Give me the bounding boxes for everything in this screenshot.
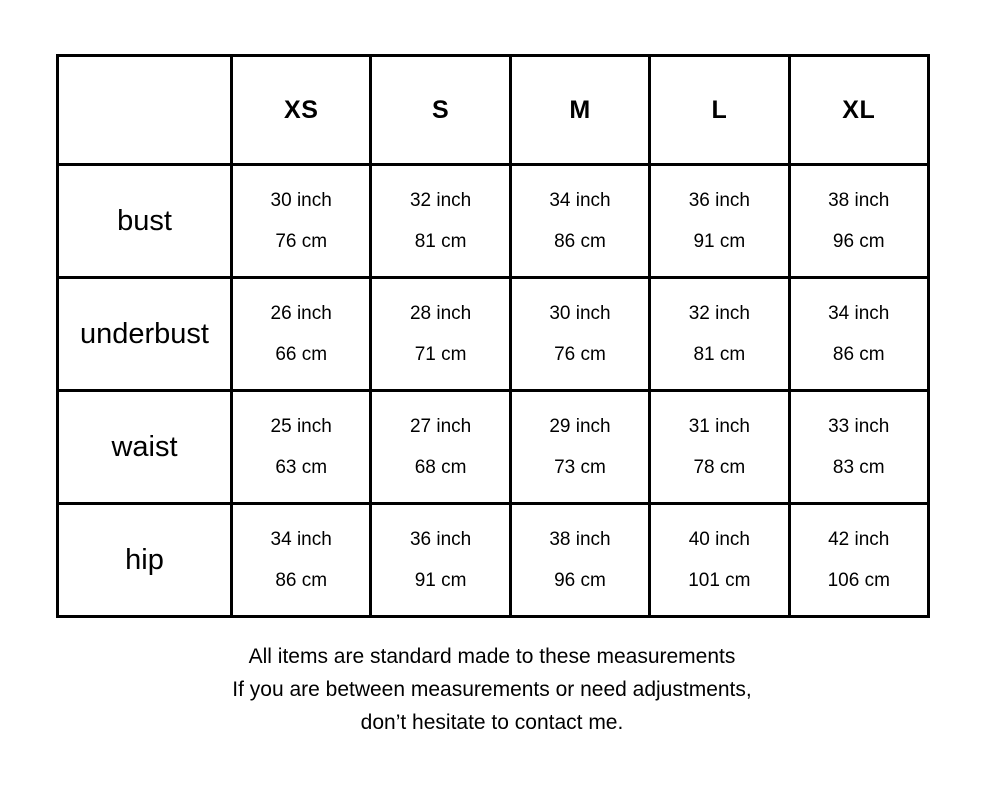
measurement-cell: [232, 391, 371, 504]
row-label-bust: bust: [58, 165, 232, 278]
note-line-3: don’t hesitate to contact me.: [360, 711, 624, 734]
measurement-cell: [789, 278, 928, 391]
measurement-cell: [789, 165, 928, 278]
cm-value: 68 cm: [414, 457, 467, 478]
inch-value: 34 inch: [270, 529, 332, 550]
inch-value: 40 inch: [688, 529, 750, 550]
inch-value: 36 inch: [688, 190, 750, 211]
inch-value: 33 inch: [828, 416, 890, 437]
cm-value: 86 cm: [832, 344, 885, 365]
measurement-cell: [371, 278, 510, 391]
cm-value: 83 cm: [832, 457, 885, 478]
size-chart-table: [56, 54, 930, 618]
size-header-s: S: [371, 56, 510, 165]
inch-value: 42 inch: [828, 529, 890, 550]
measurement-cell: [232, 504, 371, 617]
inch-value: 31 inch: [688, 416, 750, 437]
inch-value: 32 inch: [688, 303, 750, 324]
measurement-cell: [510, 165, 649, 278]
row-label-hip: hip: [58, 504, 232, 617]
measurement-cell: [510, 278, 649, 391]
measurement-cell: [371, 391, 510, 504]
cm-value: 96 cm: [832, 231, 885, 252]
cm-value: 76 cm: [554, 344, 606, 365]
table-row-waist: [58, 391, 929, 504]
measurement-cell: [371, 504, 510, 617]
row-label-waist: waist: [58, 391, 232, 504]
cm-value: 73 cm: [554, 457, 606, 478]
row-label-underbust: underbust: [58, 278, 232, 391]
footer-note: [0, 640, 984, 739]
inch-value: 28 inch: [409, 303, 472, 324]
note-line-2: If you are between measurements or need adjustments,: [232, 678, 752, 701]
cm-value: 76 cm: [275, 231, 328, 252]
inch-value: 38 inch: [828, 190, 890, 211]
corner-empty-cell: [58, 56, 232, 165]
measurement-cell: [510, 504, 649, 617]
measurement-cell: [232, 165, 371, 278]
cm-value: 91 cm: [693, 231, 746, 252]
measurement-cell: [650, 165, 789, 278]
cm-value: 71 cm: [414, 344, 467, 365]
cm-value: 106 cm: [827, 570, 890, 591]
inch-value: 34 inch: [549, 190, 611, 211]
inch-value: 34 inch: [828, 303, 890, 324]
cm-value: 101 cm: [688, 570, 751, 591]
inch-value: 30 inch: [549, 303, 611, 324]
cm-value: 81 cm: [693, 344, 746, 365]
size-header-xs: XS: [232, 56, 371, 165]
cm-value: 81 cm: [414, 231, 467, 252]
inch-value: 26 inch: [270, 303, 332, 324]
cm-value: 63 cm: [275, 457, 328, 478]
measurement-cell: [650, 391, 789, 504]
note-line-1: All items are standard made to these measurements: [248, 645, 736, 668]
inch-value: 29 inch: [549, 416, 611, 437]
table-row-bust: [58, 165, 929, 278]
cm-value: 96 cm: [554, 570, 606, 591]
size-header-l: L: [650, 56, 789, 165]
measurement-cell: [789, 504, 928, 617]
inch-value: 36 inch: [409, 529, 472, 550]
table-row-underbust: [58, 278, 929, 391]
cm-value: 66 cm: [275, 344, 328, 365]
size-header-xl: XL: [789, 56, 928, 165]
cm-value: 91 cm: [414, 570, 467, 591]
measurement-cell: [650, 278, 789, 391]
measurement-cell: [371, 165, 510, 278]
measurement-cell: [232, 278, 371, 391]
cm-value: 86 cm: [275, 570, 328, 591]
inch-value: 27 inch: [409, 416, 472, 437]
measurement-cell: [650, 504, 789, 617]
inch-value: 25 inch: [270, 416, 332, 437]
measurement-cell: [789, 391, 928, 504]
cm-value: 86 cm: [554, 231, 606, 252]
size-header-m: M: [510, 56, 649, 165]
table-row-hip: [58, 504, 929, 617]
size-header-row: [58, 56, 929, 165]
inch-value: 38 inch: [549, 529, 611, 550]
measurement-cell: [510, 391, 649, 504]
inch-value: 30 inch: [270, 190, 332, 211]
cm-value: 78 cm: [693, 457, 746, 478]
inch-value: 32 inch: [409, 190, 472, 211]
